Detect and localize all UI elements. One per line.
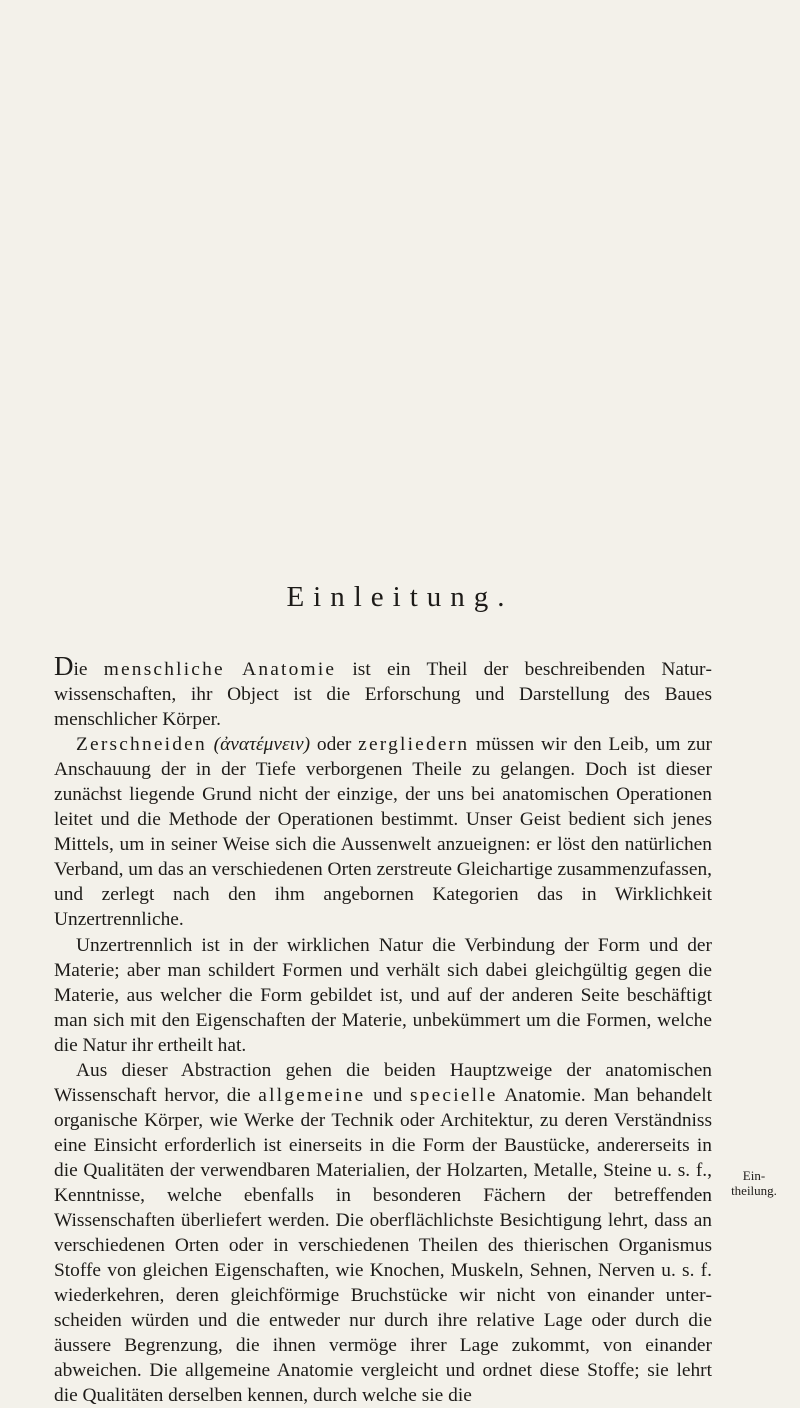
- spaced-term-anatomie: menschliche Anatomie: [103, 659, 337, 680]
- paragraph-2: [54, 732, 712, 932]
- body-text: [54, 651, 713, 1408]
- margin-note: [719, 1168, 789, 1198]
- paragraph-1: [54, 651, 712, 732]
- initial-letter: D: [54, 651, 74, 681]
- paragraph-4: [54, 1058, 712, 1408]
- spaced-term-zerschneiden: Zerschneiden: [76, 734, 207, 756]
- spaced-term-allgemeine: allgemeine: [258, 1084, 366, 1106]
- paragraph-3: Unzertrennlich ist in der wirklichen Natur die Verbindung der Form und der Materie; aber man schildert Formen und verhält sich dabei gleichgültig gegen die Materie, aus welcher die Form gebildet ist, und auf der anderen Seite beschäftigt man sich mit den Eigenschaften der Materie, unbekümmert um die Formen, welche die Natur ihr ertheilt hat.: [54, 934, 712, 1056]
- chapter-heading: Einleitung.: [286, 581, 514, 613]
- spaced-term-zergliedern: zergliedern: [358, 734, 470, 756]
- paragraph-4-start: Aus dieser Abstraction gehen die beiden Hauptzweige der anatomischen Wissenschaft hervor, die: [54, 1059, 712, 1106]
- margin-note-line-1: Ein-: [742, 1168, 766, 1183]
- margin-note-line-2: theilung.: [731, 1183, 777, 1198]
- paragraph-4-mid: und: [365, 1084, 410, 1106]
- paragraph-1-text: ist ein Theil der beschreibenden Naturwissenschaften, ihr Object ist die Erforschung und Darstellung des Baues menschlicher Körper.: [54, 659, 712, 731]
- paragraph-2-text: müssen wir den Leib, um zur Anschauung der in der Tiefe verborgenen Theile zu gelangen. Doch ist dieser zunächst liegende Grund nicht der einzige, der uns bei anatomischen Operationen leitet und die Methode der Operationen bestimmt. Unser Geist bedient sich jenes Mittels, um in seiner Weise sich die Aussenwelt anzueignen: er löst den natürlichen Verband, um das an verschiedenen Orten zerstreute Gleichartige zusammenzufassen, und zerlegt nach den ihm angebornen Kategorien das in Wirklichkeit Unzertrennliche.: [54, 734, 712, 931]
- spaced-term-specielle: specielle: [409, 1084, 498, 1106]
- initial-rest: ie: [73, 659, 88, 680]
- greek-term: (ἀνατέμνειν): [213, 734, 311, 756]
- paragraph-2-mid: oder: [310, 734, 359, 756]
- paragraph-4-text: Anatomie. Man behandelt organische Körper, wie Werke der Technik oder Architektur, zu deren Verständniss eine Einsicht erforderlich ist einerseits in die Form der Baustücke, andererseits in die Qualitäten der verwendbaren Materialien, der Holzarten, Metalle, Steine u. s. f., Kenntnisse, welche ebenfalls in besonderen Fächern der betreffenden Wissenschaften überliefert werden. Die oberflächlichste Besichtigung lehrt, dass an verschiedenen Orten oder in verschiedenen Theilen des thierischen Organismus Stoffe von gleichen Eigenschaften, wie Knochen, Muskeln, Sehnen, Nerven u. s. f. wiederkehren, deren gleichförmige Bruchstücke wir nicht von einander unterscheiden würden und die entweder nur durch ihre relative Lage oder durch die äussere Begrenzung, die ihnen vermöge ihrer Lage zukommt, von einander abweichen. Die allgemeine Anatomie vergleicht und ordnet diese Stoffe; sie lehrt die Qualitäten derselben kennen, durch welche sie die: [54, 1084, 713, 1407]
